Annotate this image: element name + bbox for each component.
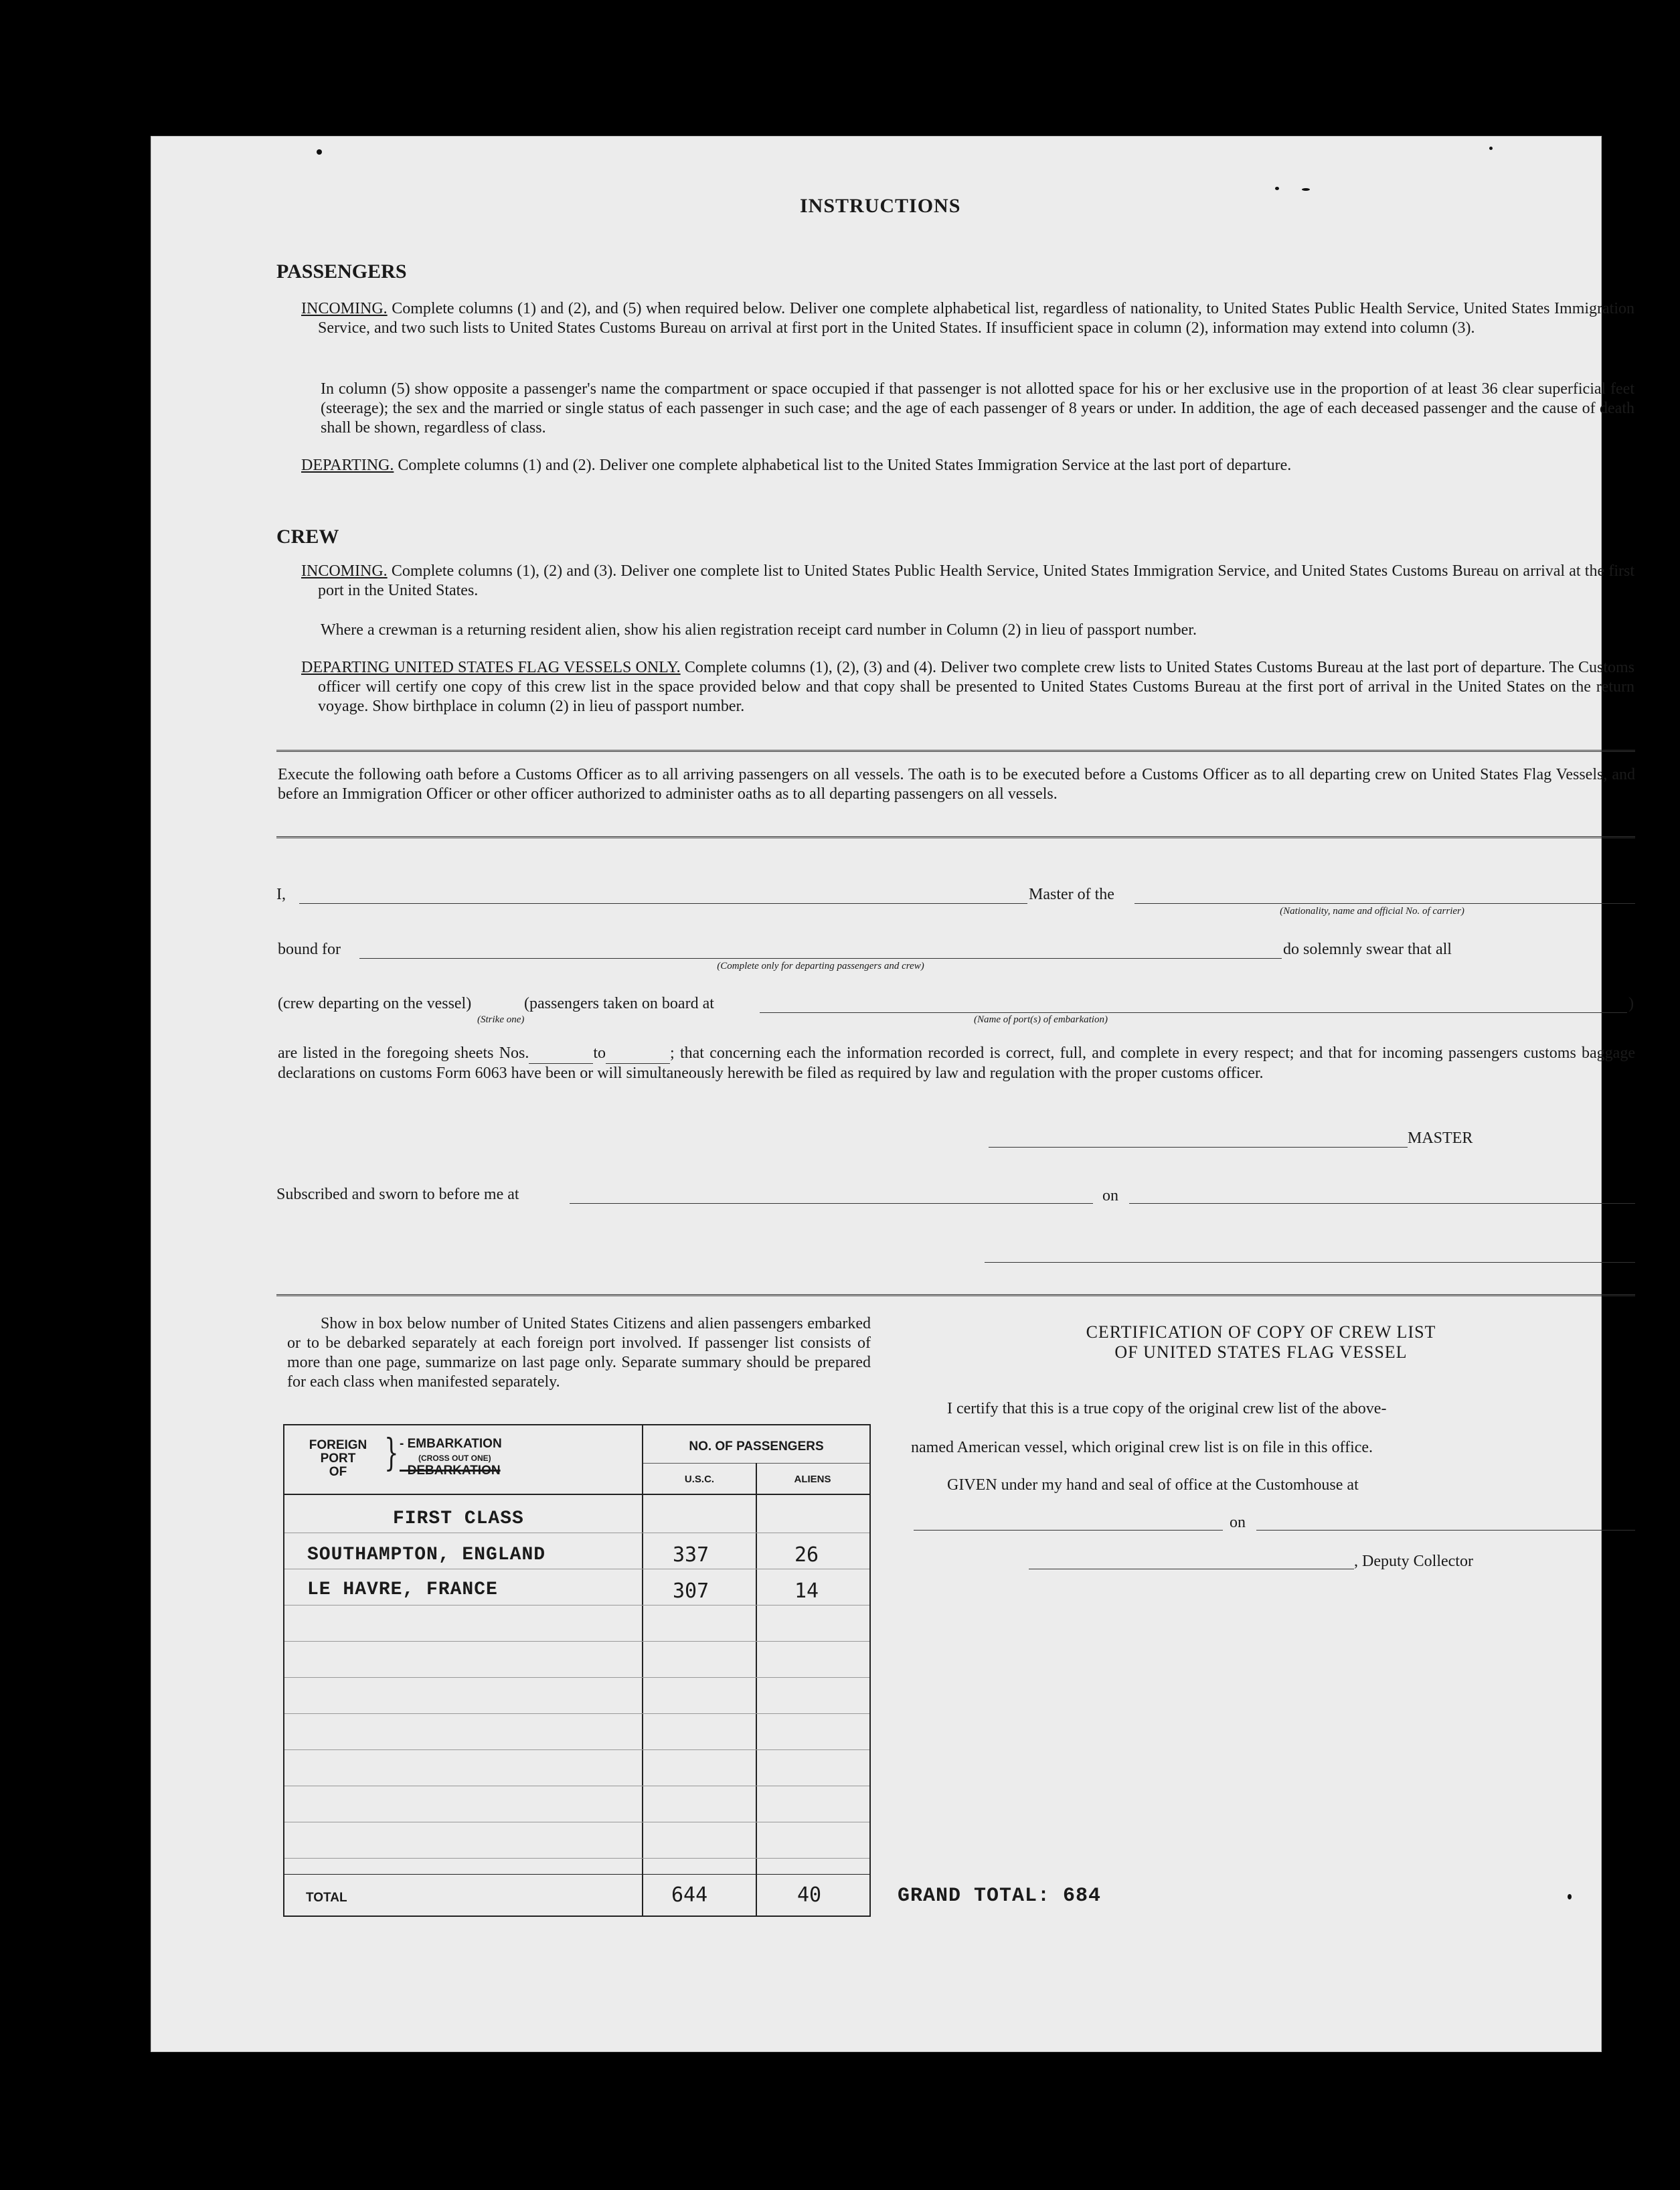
crew-departing-text: Complete columns (1), (2), (3) and (4). Deliver two complete crew lists to United States Customs Bureau at the last port of departure. The Customs officer will certify one copy of this crew list in the space provided below and that copy shall be presented to United States Customs Bureau at the first port of arrival in the United States on the return voyage. Show birthplace in column (2) in lieu of passport number. [318,659,1635,715]
ports-caption: (Name of port(s) of embarkation) [974,1014,1108,1025]
header-usc: U.S.C. [684,1474,715,1485]
strike-one-caption: (Strike one) [477,1014,525,1025]
total-label: TOTAL [306,1891,347,1905]
passengers-incoming-paragraph [301,299,1634,338]
master-signature-blank[interactable] [989,1147,1408,1148]
sheets-to-label: to [593,1044,606,1062]
passengers-departing-paragraph [301,456,1634,475]
document-page [151,136,1635,2052]
sworn-date-blank[interactable] [1129,1203,1635,1204]
sheet-to-blank[interactable] [606,1044,670,1064]
close-paren: ) [1628,995,1634,1012]
header-no-passengers: NO. OF PASSENGERS [689,1439,824,1454]
header-foreign: FOREIGN [309,1438,367,1452]
header-of: OF [329,1465,347,1479]
passenger-summary-table [283,1424,871,1917]
crew-departing-paragraph [301,658,1634,716]
carrier-blank[interactable] [1135,903,1635,904]
row-1-usc: 337 [673,1543,709,1567]
crew-departing-label: DEPARTING UNITED STATES FLAG VESSELS ONLY. [301,659,681,676]
sheets-paragraph [278,1044,1635,1083]
crew-heading: CREW [276,526,339,548]
sheet-from-blank[interactable] [529,1044,593,1064]
section-divider [276,836,1635,841]
row-1-port: SOUTHAMPTON, ENGLAND [307,1545,546,1565]
section-divider [276,1294,1635,1299]
passengers-incoming-text: Complete columns (1) and (2), and (5) when required below. Deliver one complete alphabetical list, regardless of nationality, to United States Public Health Service, United States Immigration Service, and two such lists to United States Customs Bureau on arrival at first port in the United States. If insufficient space in column (2), information may extend into column (3). [318,300,1635,337]
class-label: FIRST CLASS [393,1508,524,1529]
row-rule [284,1713,869,1714]
passengers-taken-option: (passengers taken on board at [524,995,714,1012]
passengers-departing-label: DEPARTING. [301,457,394,474]
header-port: PORT [320,1452,356,1466]
crew-incoming-paragraph [301,562,1634,601]
row-2-aliens: 14 [794,1579,819,1603]
certification-date-blank[interactable] [1256,1530,1635,1531]
passengers-departing-text: Complete columns (1) and (2). Deliver one complete alphabetical list to the United States Immigration Service at the last port of departure. [398,457,1292,474]
crew-incoming-label: INCOMING. [301,562,388,580]
row-rule [284,1605,869,1606]
total-aliens: 40 [797,1883,822,1907]
certification-line-1: I certify that this is a true copy of the original crew list of the above- [947,1400,1387,1417]
row-2-port: LE HAVRE, FRANCE [307,1579,498,1600]
sworn-on-label: on [1102,1187,1118,1204]
scan-speck [317,149,322,155]
summary-instructions: Show in box below number of United States Citizens and alien passengers embarked or to be debarked separately at each foreign port involved. If passenger list consists of more than one page, summarize on last page only. Separate summary should be prepared for each class when manifested separately. [287,1315,871,1391]
scan-speck [1275,187,1279,190]
crew-resident-paragraph: Where a crewman is a returning resident alien, show his alien registration receipt card number in Column (2) in lieu of passport number. [321,621,1197,639]
master-name-blank[interactable] [299,903,1027,904]
instructions-title: INSTRUCTIONS [800,195,961,217]
header-bottom-rule [284,1494,869,1495]
grand-total: GRAND TOTAL: 684 [898,1885,1102,1907]
passengers-heading: PASSENGERS [276,260,407,283]
certification-line-2: named American vessel, which original crew list is on file in this office. [911,1439,1373,1456]
row-2-usc: 307 [673,1579,709,1603]
crew-departing-option: (crew departing on the vessel) [278,995,472,1012]
crew-incoming-text: Complete columns (1), (2) and (3). Deliver one complete list to United States Public Health Service, United States Immigration Service, and United States Customs Bureau on arrival at the first port in the United States. [318,562,1635,599]
sheets-declaration-text: ; that concerning each the information recorded is correct, full, and complete in every respect; and that for incoming passengers customs baggage declarations on customs Form 6063 have been or will simultaneously herewith be filed as required by law and regulation with the proper customs officer. [278,1044,1635,1082]
brace-icon: } [384,1431,399,1475]
bound-for-caption: (Complete only for departing passengers and crew) [717,961,924,971]
swear-text: do solemnly swear that all [1283,941,1452,958]
row-rule [284,1641,869,1642]
column-divider [756,1463,757,1915]
header-embarkation: - EMBARKATION [400,1437,502,1451]
bound-for-blank[interactable] [359,958,1282,959]
header-debarkation: - DEBARKATION [400,1464,501,1478]
total-row-rule [284,1874,869,1875]
officer-signature-blank[interactable] [985,1262,1635,1263]
carrier-caption: (Nationality, name and official No. of carrier) [1280,906,1464,917]
row-rule [284,1677,869,1678]
master-signature-label: MASTER [1408,1129,1473,1147]
ports-embarkation-blank[interactable] [760,1012,1627,1013]
sheets-label: are listed in the foregoing sheets Nos. [278,1044,529,1062]
certification-line-3: GIVEN under my hand and seal of office at the Customhouse at [947,1476,1359,1494]
row-1-aliens: 26 [794,1543,819,1567]
oath-execute-paragraph: Execute the following oath before a Customs Officer as to all arriving passengers on all vessels. The oath is to be executed before a Customs Officer as to all departing crew on United States Flag Vessels, and before an Immigration Officer or other officer authorized to administer oaths as to all departing passengers on all vessels. [278,766,1635,803]
oath-i-label: I, [276,886,286,903]
sworn-place-blank[interactable] [570,1203,1093,1204]
master-of-the-label: Master of the [1029,886,1114,903]
total-usc: 644 [671,1883,708,1907]
passengers-incoming-label: INCOMING. [301,300,388,317]
column-divider [642,1425,643,1915]
certification-title-1: CERTIFICATION OF COPY OF CREW LIST [1086,1322,1436,1342]
header-cross-out: (CROSS OUT ONE) [418,1454,491,1463]
certification-title-2: OF UNITED STATES FLAG VESSEL [1114,1342,1408,1362]
certification-on-label: on [1230,1514,1246,1531]
header-aliens: ALIENS [794,1474,831,1485]
row-rule [284,1858,869,1859]
scan-speck [1302,188,1310,191]
deputy-collector-label: , Deputy Collector [1354,1553,1473,1570]
customhouse-blank[interactable] [914,1530,1223,1531]
scan-speck [1489,147,1493,150]
subscribed-label: Subscribed and sworn to before me at [276,1186,519,1203]
scan-speck [1568,1894,1572,1899]
section-divider [276,750,1635,755]
row-rule [284,1749,869,1750]
passengers-column5-paragraph: In column (5) show opposite a passenger's name the compartment or space occupied if that passenger is not allotted space for his or her exclusive use in the proportion of at least 36 clear superficial feet (steerage); the sex and the married or single status of each passenger in such case; and the age of each passenger of 8 years or under. In addition, the age of each deceased passenger and the cause of death shall be shown, regardless of class. [321,380,1634,437]
bound-for-label: bound for [278,941,341,958]
